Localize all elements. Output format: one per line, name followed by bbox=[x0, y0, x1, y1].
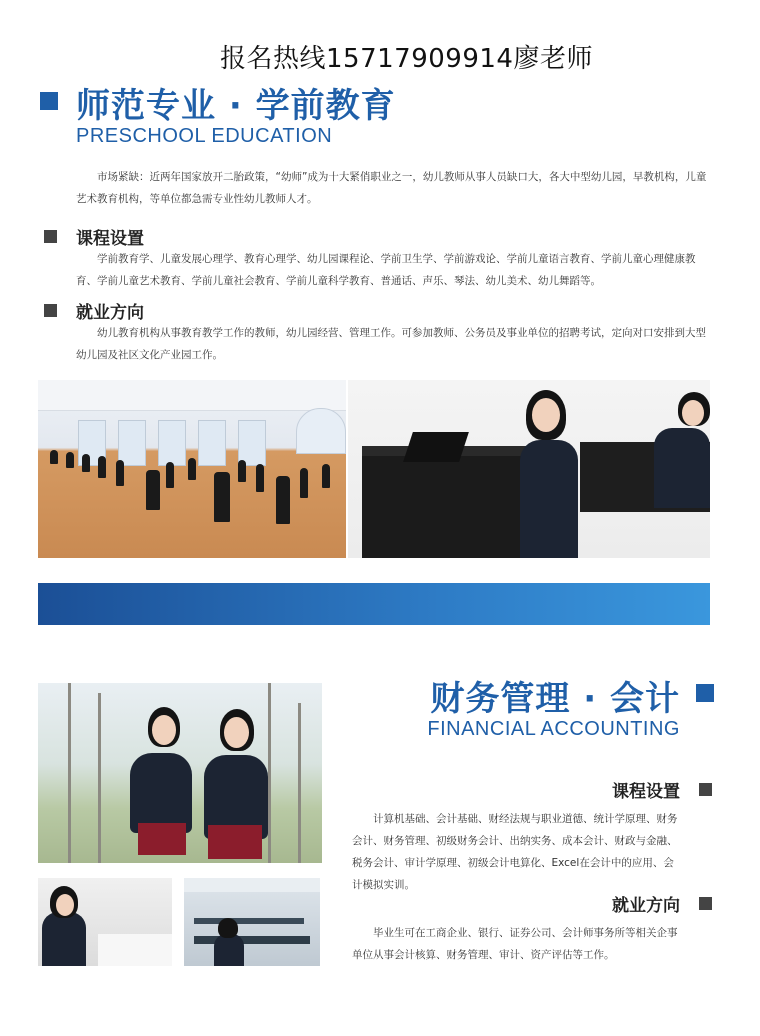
section2-jobs-heading: 就业方向 bbox=[612, 896, 680, 916]
jobs-marker-square bbox=[44, 304, 57, 317]
section2-courses-marker bbox=[699, 783, 712, 796]
section2-jobs-text: 毕业生可在工商企业、银行、证券公司、会计师事务所等相关企事单位从事会计核算、财务管理、审计、资产评估等工作。 bbox=[352, 927, 678, 961]
section-marker-square bbox=[40, 92, 58, 110]
section2-jobs-marker bbox=[699, 897, 712, 910]
hotline: 报名热线15717909914廖老师 bbox=[220, 44, 593, 74]
section1-jobs-text: 幼儿教育机构从事教育教学工作的教师，幼儿园经营、管理工作。可参加教师、公务员及事业单位的招聘考试，定向对口安排到大型幼儿园及社区文化产业园工作。 bbox=[76, 327, 706, 361]
courses-marker-square bbox=[44, 230, 57, 243]
section2-title-en: FINANCIAL ACCOUNTING bbox=[427, 718, 680, 740]
section1-courses-text: 学前教育学、儿童发展心理学、教育心理学、幼儿园课程论、学前卫生学、学前游戏论、学前儿童语言教育、学前儿童心理健康教育、学前儿童艺术教育、学前儿童社会教育、学前儿童科学教育、普通话、声乐、琴法、幼儿美术、幼儿舞蹈等。 bbox=[76, 253, 696, 287]
section1-courses-heading: 课程设置 bbox=[76, 229, 144, 249]
students-outdoor-photo bbox=[38, 683, 322, 863]
section1-title-en: PRESCHOOL EDUCATION bbox=[76, 125, 333, 147]
section1-jobs-heading: 就业方向 bbox=[76, 303, 144, 323]
piano-class-photo bbox=[348, 380, 710, 558]
section2-title-cn: 财务管理 · 会计 bbox=[430, 679, 680, 719]
dance-class-photo bbox=[38, 380, 346, 558]
computer-lab-photo bbox=[184, 878, 320, 966]
section-divider-banner bbox=[38, 583, 710, 625]
section1-title-cn: 师范专业 · 学前教育 bbox=[76, 86, 396, 126]
section1-intro: 市场紧缺：近两年国家放开二胎政策，“幼师”成为十大紧俏职业之一，幼儿教师从事人员缺口大，各大中型幼儿园，早教机构，儿童艺术教育机构，等单位都急需专业性幼儿教师人才。 bbox=[76, 171, 707, 205]
section2-courses-heading: 课程设置 bbox=[612, 782, 680, 802]
section2-courses-text: 计算机基础、会计基础、财经法规与职业道德、统计学原理、财务会计、财务管理、初级财务会计、出纳实务、成本会计、财政与金融、税务会计、审计学原理、初级会计电算化、Excel在会计中的应用、会计模拟实训。 bbox=[352, 813, 678, 891]
classroom-photo bbox=[38, 878, 172, 966]
section2-marker-square bbox=[696, 684, 714, 702]
